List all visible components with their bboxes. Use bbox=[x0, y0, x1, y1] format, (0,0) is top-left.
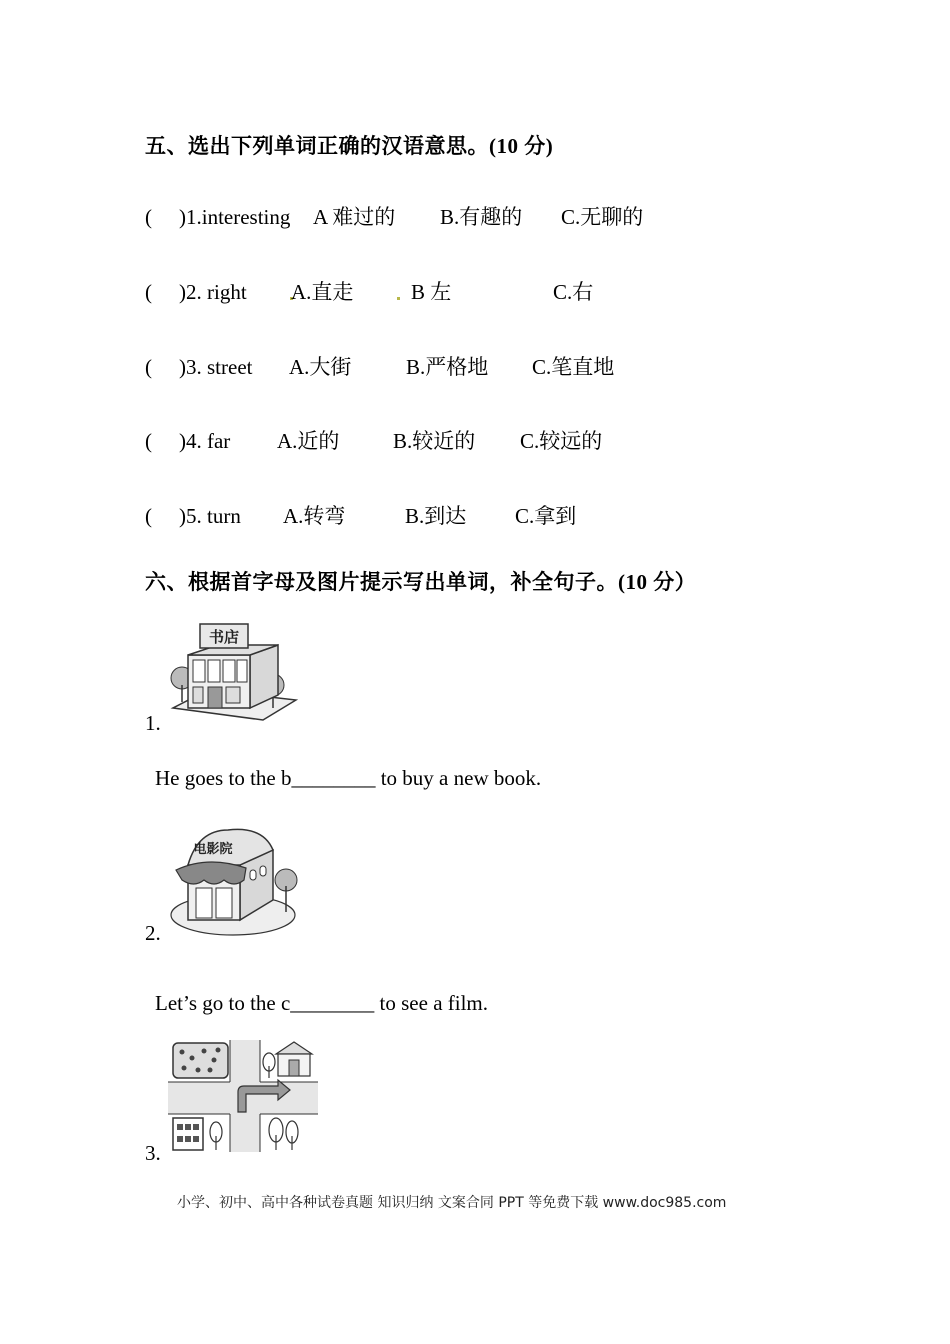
option-c: C.笔直地 bbox=[532, 355, 615, 379]
question-stem: )5. turn bbox=[179, 504, 241, 528]
option-b: B.严格地 bbox=[406, 355, 489, 379]
answer-paren[interactable]: ( bbox=[145, 280, 152, 304]
answer-paren[interactable]: ( bbox=[145, 429, 152, 453]
answer-paren[interactable]: ( bbox=[145, 355, 152, 379]
option-a: A.转弯 bbox=[283, 504, 346, 528]
svg-text:电影院: 电影院 bbox=[193, 842, 233, 857]
fill-in-sentence-1: He goes to the b________ to buy a new book. bbox=[155, 766, 542, 790]
question-stem: )1.interesting bbox=[179, 205, 291, 229]
page-footer: 小学、初中、高中各种试卷真题 知识归纳 文案合同 PPT 等免费下载 www.doc985.com bbox=[177, 1195, 727, 1211]
fill-in-sentence-2: Let’s go to the c________ to see a film. bbox=[155, 991, 489, 1015]
option-b: B.较近的 bbox=[393, 429, 476, 453]
stray-mark bbox=[397, 297, 400, 300]
cinema-icon bbox=[168, 820, 303, 938]
option-a: A.近的 bbox=[277, 429, 340, 453]
question-stem: )3. street bbox=[179, 355, 253, 379]
option-c: C.较远的 bbox=[520, 429, 603, 453]
item-number: 2. bbox=[145, 921, 161, 945]
answer-paren[interactable]: ( bbox=[145, 504, 152, 528]
item-number: 3. bbox=[145, 1141, 161, 1165]
svg-text:书店: 书店 bbox=[208, 628, 240, 646]
turn-right-map-icon bbox=[168, 1040, 318, 1152]
option-b: B.有趣的 bbox=[440, 205, 523, 229]
option-a: A.大街 bbox=[289, 355, 352, 379]
item-number: 1. bbox=[145, 711, 161, 735]
answer-paren[interactable]: ( bbox=[145, 205, 152, 229]
section-6-heading: 六、根据首字母及图片提示写出单词，补全句子。(10 分） bbox=[145, 570, 697, 594]
option-a: A.直走 bbox=[291, 280, 354, 304]
option-c: C.右 bbox=[553, 280, 594, 304]
option-c: C.拿到 bbox=[515, 504, 577, 528]
option-c: C.无聊的 bbox=[561, 205, 644, 229]
bookstore-icon bbox=[168, 620, 298, 725]
option-b: B 左 bbox=[411, 280, 452, 304]
section-5-heading: 五、选出下列单词正确的汉语意思。(10 分) bbox=[145, 134, 554, 158]
option-b: B.到达 bbox=[405, 504, 467, 528]
question-stem: )2. right bbox=[179, 280, 247, 304]
question-stem: )4. far bbox=[179, 429, 231, 453]
option-a: A 难过的 bbox=[313, 205, 396, 229]
